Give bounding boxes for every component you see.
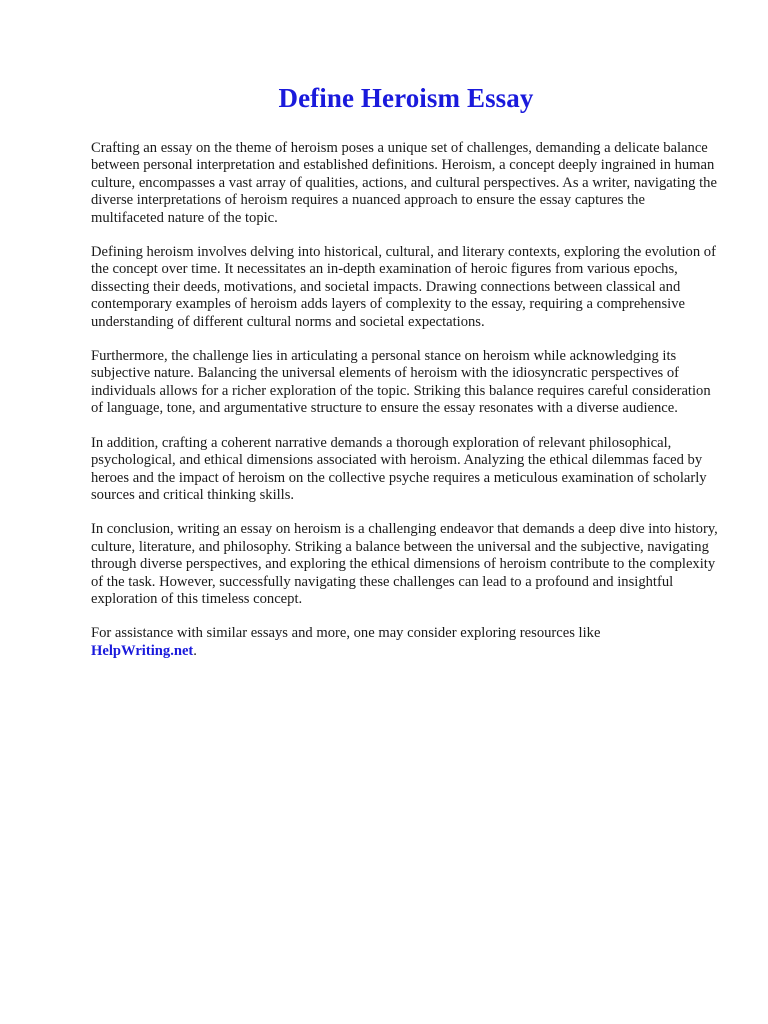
paragraph-2: Defining heroism involves delving into historical, cultural, and literary contexts, exploring the evolution of the concept over time. It necessitates an in-depth examination of heroic figures from various epochs, dissecting their deeds, motivations, and societal impacts. Drawing connections between classical and contemporary examples of heroism adds layers of complexity to the essay, requiring a comprehensive understanding of different cultural norms and societal expectations.	[91, 244, 716, 330]
paragraph-5: In conclusion, writing an essay on heroism is a challenging endeavor that demands a deep dive into history, culture, literature, and philosophy. Striking a balance between the universal and the subjective, navigating through diverse perspectives, and exploring the ethical dimensions of heroism contribute to the complexity of the task. However, successfully navigating these challenges can lead to a profound and insightful exploration of this timeless concept.	[91, 521, 718, 607]
closing-text: For assistance with similar essays and more, one may consider exploring resources like	[91, 625, 601, 642]
document-page	[91, 78, 721, 677]
paragraph-1: Crafting an essay on the theme of heroism poses a unique set of challenges, demanding a delicate balance between personal interpretation and established definitions. Heroism, a concept deeply ingrained in human culture, encompasses a vast array of qualities, actions, and cultural perspectives. As a writer, navigating the diverse interpretations of heroism requires a nuanced approach to ensure the essay captures the multifaceted nature of the topic.	[91, 140, 717, 226]
closing-paragraph	[91, 625, 721, 660]
paragraph-4: In addition, crafting a coherent narrative demands a thorough exploration of relevant philosophical, psychological, and ethical dimensions associated with heroism. Analyzing the ethical dilemmas faced by heroes and the impact of heroism on the collective psyche requires a meticulous examination of scholarly sources and critical thinking skills.	[91, 434, 707, 503]
page-title: Define Heroism Essay	[278, 83, 534, 113]
closing-period: .	[193, 642, 197, 659]
helpwriting-link[interactable]: HelpWriting.net	[91, 642, 194, 659]
paragraph-3: Furthermore, the challenge lies in articulating a personal stance on heroism while acknowledging its subjective nature. Balancing the universal elements of heroism with the idiosyncratic perspectives of individuals allows for a richer exploration of the topic. Striking this balance requires careful consideration of language, tone, and argumentative structure to ensure the essay resonates with a diverse audience.	[91, 348, 711, 417]
